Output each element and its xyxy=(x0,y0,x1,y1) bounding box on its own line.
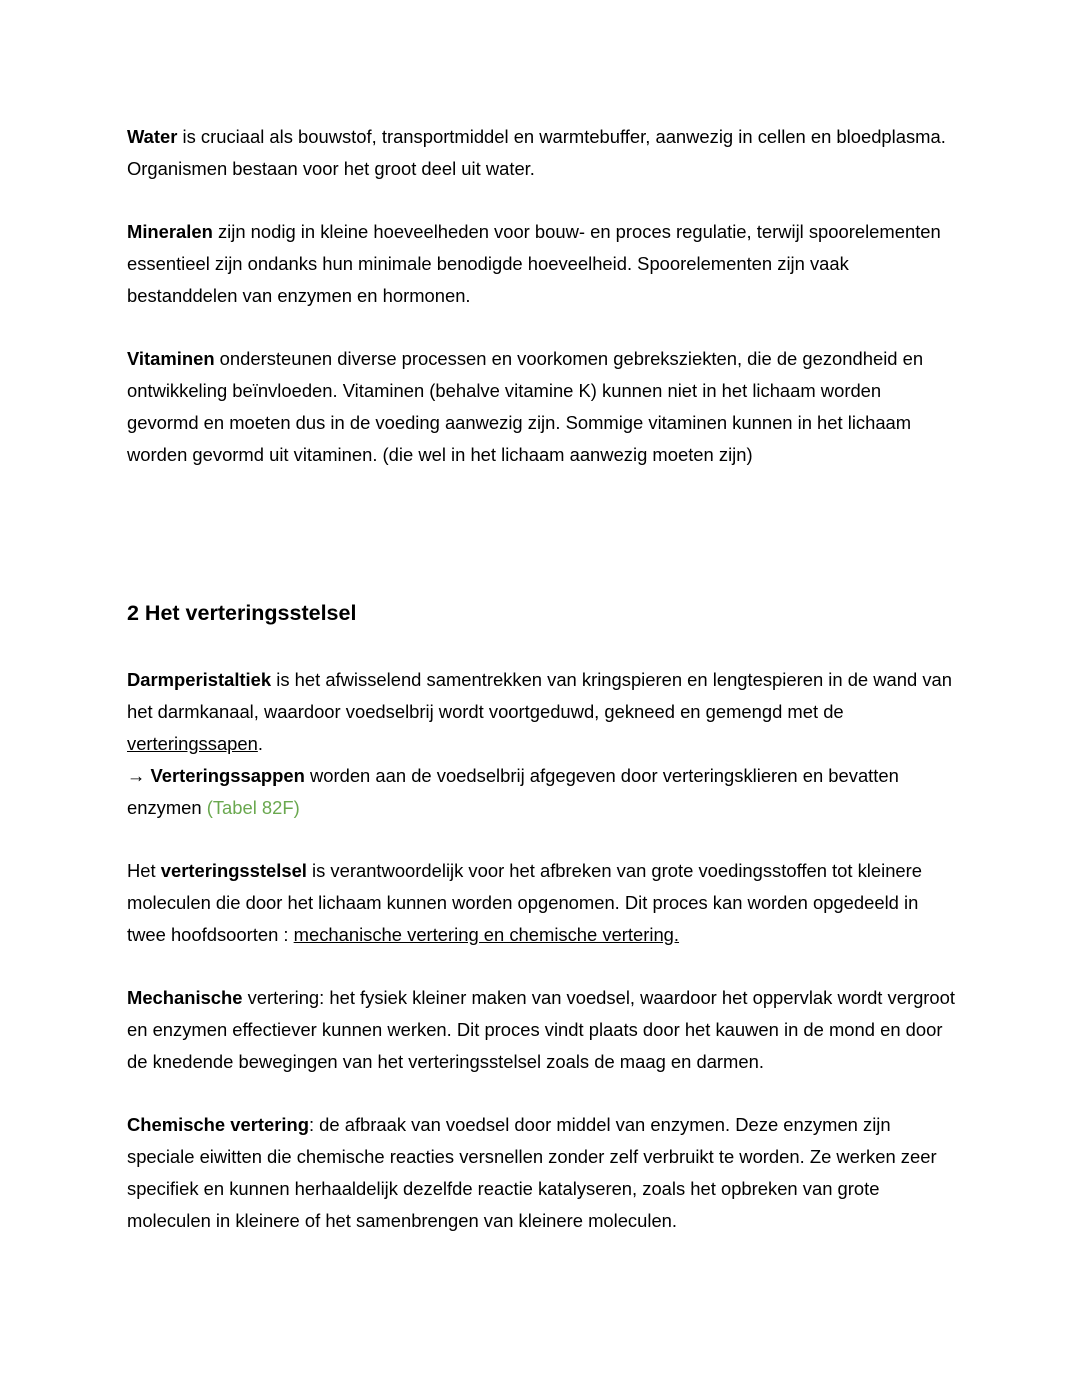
text-water: is cruciaal als bouwstof, transportmiddel en warmtebuffer, aanwezig in cellen en bloedplasma. Organismen bestaan voor het groot deel uit water. xyxy=(127,126,946,179)
term-vitaminen: Vitaminen xyxy=(127,348,215,369)
term-verteringsstelsel: verteringsstelsel xyxy=(160,860,307,881)
arrow-icon: → xyxy=(127,765,151,786)
text-mechanische: vertering: het fysiek kleiner maken van voedsel, waardoor het oppervlak wordt vergroot en enzymen effectiever kunnen werken. Dit proces vindt plaats door het kauwen in de mond en door de knedende bewegingen van het verteringsstelsel zoals de maag en darmen. xyxy=(127,987,955,1072)
term-water: Water xyxy=(127,126,178,147)
text-darmperistaltiek: is het afwisselend samentrekken van kringspieren en lengtespieren in de wand van het darmkanaal, waardoor voedselbrij wordt voortgeduwd, gekneed en gemengd met de xyxy=(127,669,952,722)
section-heading: 2 Het verteringsstelsel xyxy=(127,601,357,625)
paragraph-chemische xyxy=(127,1109,957,1237)
term-mechanische: Mechanische xyxy=(127,987,243,1008)
text-verteringssappen: worden aan de voedselbrij afgegeven door verteringsklieren en bevatten enzymen xyxy=(127,765,899,818)
paragraph-mineralen xyxy=(127,216,957,312)
underlined-vertering-types: mechanische vertering en chemische vertering. xyxy=(293,924,680,945)
paragraph-mechanische xyxy=(127,982,957,1078)
text-mineralen: zijn nodig in kleine hoeveelheden voor bouw- en proces regulatie, terwijl spoorelementen essentieel zijn ondanks hun minimale benodigde hoeveelheid. Spoorelementen zijn vaak bestanddelen van enzymen en hormonen. xyxy=(127,221,941,306)
paragraph-vitaminen xyxy=(127,343,957,471)
document-page xyxy=(127,121,957,1237)
paragraph-water xyxy=(127,121,957,185)
text-verteringsstelsel: is verantwoordelijk voor het afbreken van grote voedingsstoffen tot kleinere moleculen die door het lichaam kunnen worden opgenomen. Dit proces kan worden opgedeeld in twee hoofdsoorten : xyxy=(127,860,923,945)
table-reference: (Tabel 82F) xyxy=(206,797,300,818)
paragraph-verteringsstelsel xyxy=(127,855,957,951)
period: . xyxy=(257,733,263,754)
term-chemische: Chemische vertering xyxy=(127,1114,309,1135)
paragraph-verteringssappen xyxy=(127,760,957,824)
term-mineralen: Mineralen xyxy=(127,221,213,242)
text-vitaminen: ondersteunen diverse processen en voorkomen gebreksziekten, die de gezondheid en ontwikkeling beïnvloeden. Vitaminen (behalve vitamine K) kunnen niet in het lichaam worden gevormd en moeten dus in de voeding aanwezig zijn. Sommige vitaminen kunnen in het lichaam worden gevormd uit vitaminen. (die wel in het lichaam aanwezig moeten zijn) xyxy=(127,348,924,465)
text-chemische: : de afbraak van voedsel door middel van enzymen. Deze enzymen zijn speciale eiwitten die chemische reacties versnellen zonder zelf verbruikt te worden. Ze werken zeer specifiek en kunnen herhaaldelijk dezelfde reactie katalyseren, zoals het opbreken van grote moleculen in kleinere of het samenbrengen van kleinere moleculen. xyxy=(127,1114,937,1231)
prefix-verteringsstelsel: Het xyxy=(127,860,161,881)
underlined-verteringssapen: verteringssapen xyxy=(127,733,258,754)
term-verteringssappen: Verteringssappen xyxy=(150,765,305,786)
term-darmperistaltiek: Darmperistaltiek xyxy=(127,669,272,690)
paragraph-darmperistaltiek xyxy=(127,664,957,760)
